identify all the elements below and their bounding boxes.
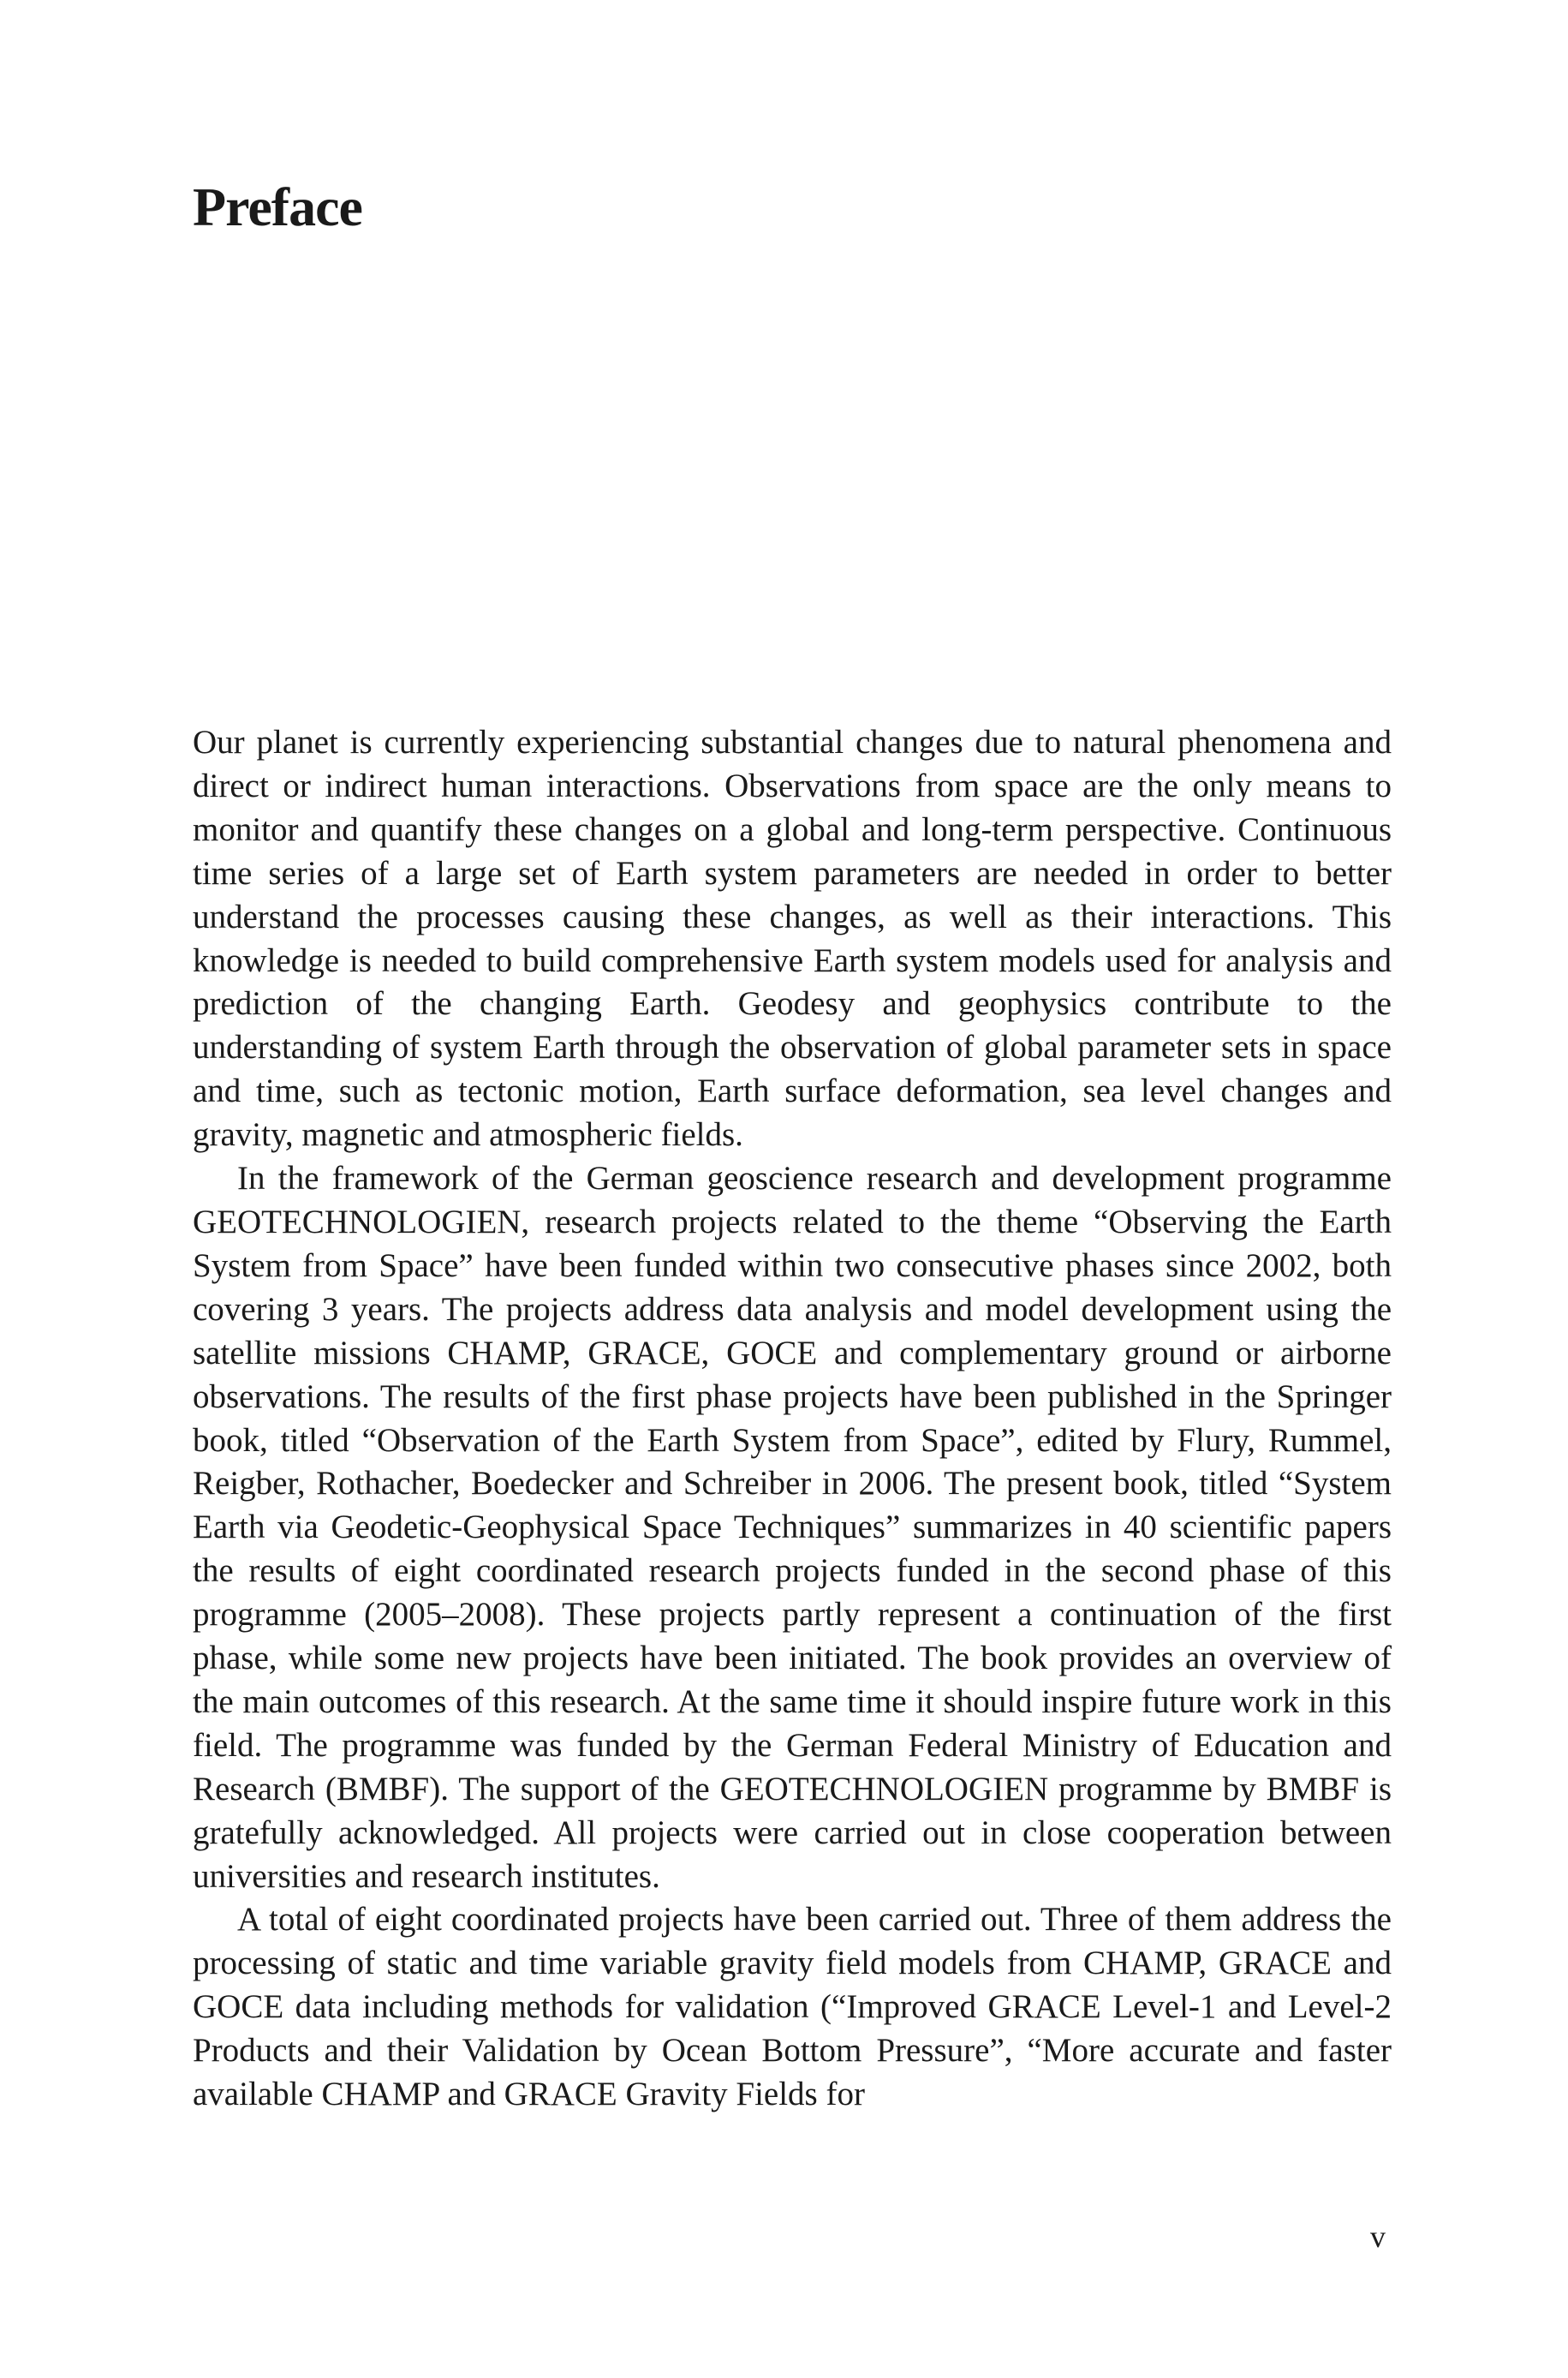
paragraph-3: A total of eight coordinated projects have been carried out. Three of them address the processing of static and time variable gravity field models from CHAMP, GRACE and GOCE data including methods for validation (“Improved GRACE Level-1 and Level-2 Products and their Validation by Ocean Bottom Pressure”, “More accurate and faster available CHAMP and GRACE Gravity Fields for	[193, 1901, 1392, 2113]
paragraph-1: Our planet is currently experiencing substantial changes due to natural phenomena and direct or indirect human interactions. Observations from space are the only means to monitor and quantify these changes on a global and long-term perspective. Continuous time series of a large set of Earth system parameters are needed in order to better understand the processes causing these changes, as well as their interactions. This knowledge is needed to build comprehensive Earth system models used for analysis and prediction of the changing Earth. Geodesy and geophysics contribute to the understanding of system Earth through the observation of global parameter sets in space and time, such as tectonic motion, Earth surface deformation, sea level changes and gravity, magnetic and atmospheric fields.	[193, 724, 1392, 1154]
paragraph-2: In the framework of the German geoscience research and development programme GEOTECHNOLOGIEN, research projects related to the theme “Observing the Earth System from Space” have been funded within two consecutive phases since 2002, both covering 3 years. The projects address data analysis and model development using the satellite missions CHAMP, GRACE, GOCE and complementary ground or airborne observations. The results of the first phase projects have been published in the Springer book, titled “Observation of the Earth System from Space”, edited by Flury, Rummel, Reigber, Rothacher, Boedecker and Schreiber in 2006. The present book, titled “System Earth via Geodetic-Geophysical Space Techniques” summarizes in 40 scientific papers the results of eight coordinated research projects funded in the second phase of this programme (2005–2008). These projects partly represent a continuation of the first phase, while some new projects have been initiated. The book provides an overview of the main outcomes of this research. At the same time it should inspire future work in this field. The programme was funded by the German Federal Ministry of Education and Research (BMBF). The support of the GEOTECHNOLOGIEN programme by BMBF is gratefully acknowledged. All projects were carried out in close cooperation between universities and research institutes.	[193, 1160, 1392, 1895]
page-number: v	[1370, 2220, 1386, 2254]
page-title: Preface	[193, 176, 362, 237]
preface-body	[193, 721, 1392, 2117]
